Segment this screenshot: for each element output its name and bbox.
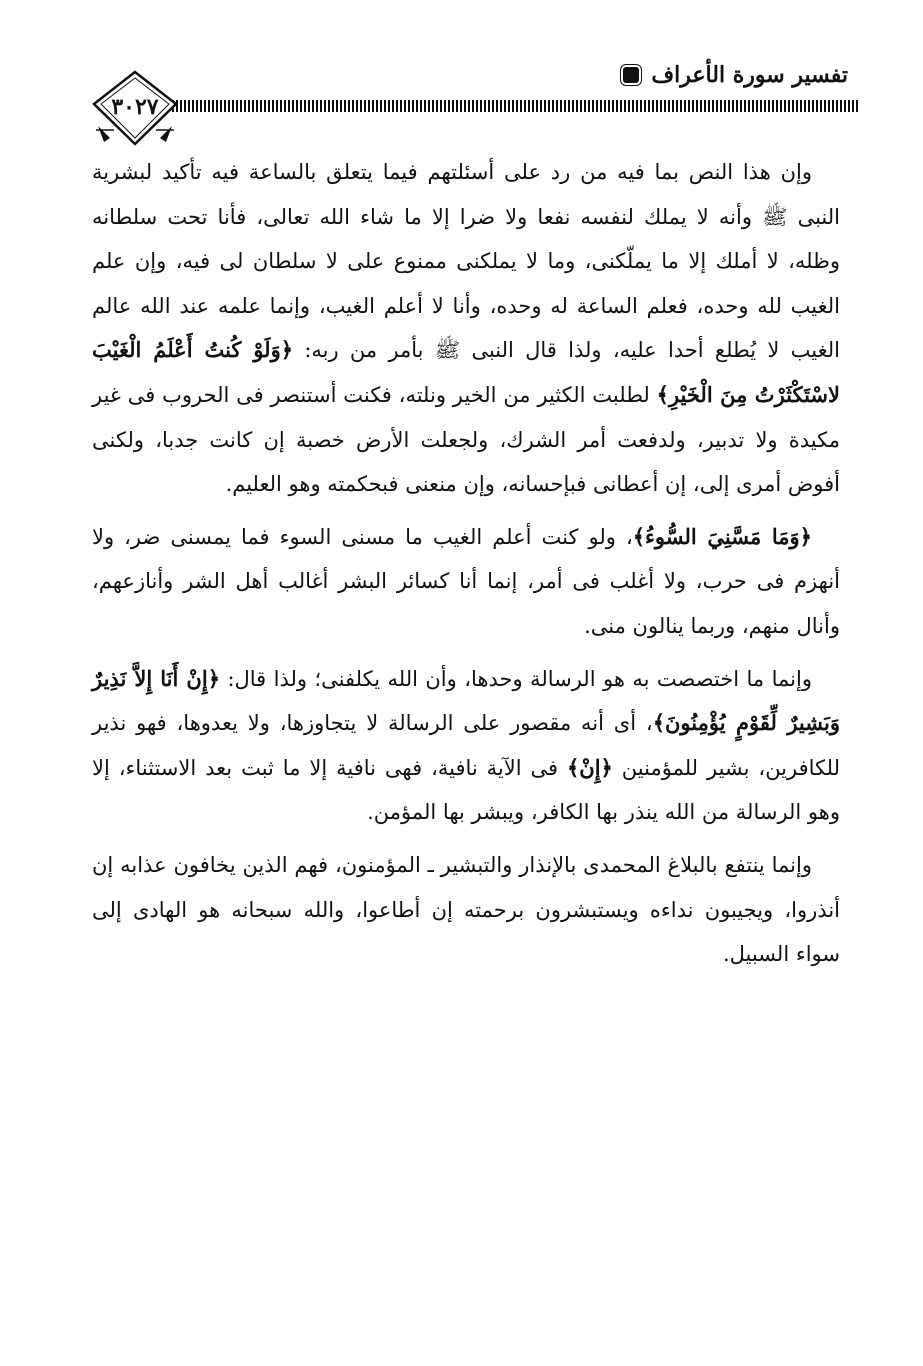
paragraph [92,657,840,835]
header-rule [172,100,860,112]
quran-verse: ﴿وَمَا مَسَّنِيَ السُّوءُ﴾ [632,523,812,549]
paragraph [92,150,840,507]
commentary-text: ، أى أنه مقصور على الرسالة لا يتجاوزها، ولا يعدوها، فهو نذير للكافرين، بشير للمؤمنين [92,711,840,780]
running-title [623,62,848,88]
commentary-text: وإن هذا النص بما فيه من رد على أسئلتهم فيما يتعلق بالساعة فيه تأكيد لبشرية النبى ﷺ وأنه لا يملك لنفسه نفعا ولا ضرا إلا ما شاء الله تعالى، فأنا تحت سلطانه وظله، لا أملك إلا ما يملّكنى، وما لا يملكنى ممنوع على لا سلطان لى فيه، وإن علم الغيب لله وحده، فعلم الساعة له وحده، وأنا لا أعلم الغيب، وإنما علمه عند الله عالم الغيب لا يُطلع أحدا عليه، ولذا قال النبى ﷺ بأمر من ربه: [92,160,840,363]
commentary-text: فى الآية نافية، فهى نافية إلا ما ثبت بعد الاستثناء، إلا وهو الرسالة من الله ينذر بها الكافر، ويبشر بها المؤمن. [92,755,840,825]
commentary-text: ، ولو كنت أعلم الغيب ما مسنى السوء فما يمسنى ضر، ولا أنهزم فى حرب، ولا أغلب فى أمر، إنما أنا كسائر البشر أغالب أهل الشر وأنازعهم، وأنال منهم، وربما ينالون منى. [92,524,840,638]
paragraph [92,515,840,649]
page-header [90,40,860,150]
square-ornament-icon [623,67,639,83]
paragraph [92,843,840,977]
quran-verse: ﴿إِنْ﴾ [567,754,613,780]
page-number-badge [90,68,180,158]
commentary-text: وإنما ينتفع بالبلاغ المحمدى بالإنذار والتبشير ـ المؤمنون، فهم الذين يخافون عذابه إن أنذروا، ويجيبون نداءه ويستبشرون برحمته إن أطاعوا، والله سبحانه هو الهادى إلى سواء السبيل. [92,852,840,967]
surah-title: تفسير سورة الأعراف [651,62,848,88]
commentary-text: وإنما ما اختصصت به هو الرسالة وحدها، وأن الله يكلفنى؛ ولذا قال: [220,666,812,691]
page-number: ٣٠٢٧ [111,94,159,120]
quran-verse: ﴿إِنْ أَنَا إِلاَّ نَذِيرٌ وَبَشِيرٌ لِّقَوْمٍ يُؤْمِنُونَ﴾ [92,665,840,736]
quran-verse: ﴿وَلَوْ كُنتُ أَعْلَمُ الْغَيْبَ لاسْتَكْثَرْتُ مِنَ الْخَيْرِ﴾ [92,337,840,407]
commentary-text: لطلبت الكثير من الخير ونلته، فكنت أستنصر فى الحروب فى غير مكيدة ولا تدبير، ولدفعت أمر الشرك، ولجعلت الأرض خصبة إن كانت جدبا، ولكنى أفوض أمرى إلى، إن أعطانى فبإحسانه، وإن منعنى فبحكمته وهو العليم. [92,382,840,497]
tafsir-body [92,150,840,977]
